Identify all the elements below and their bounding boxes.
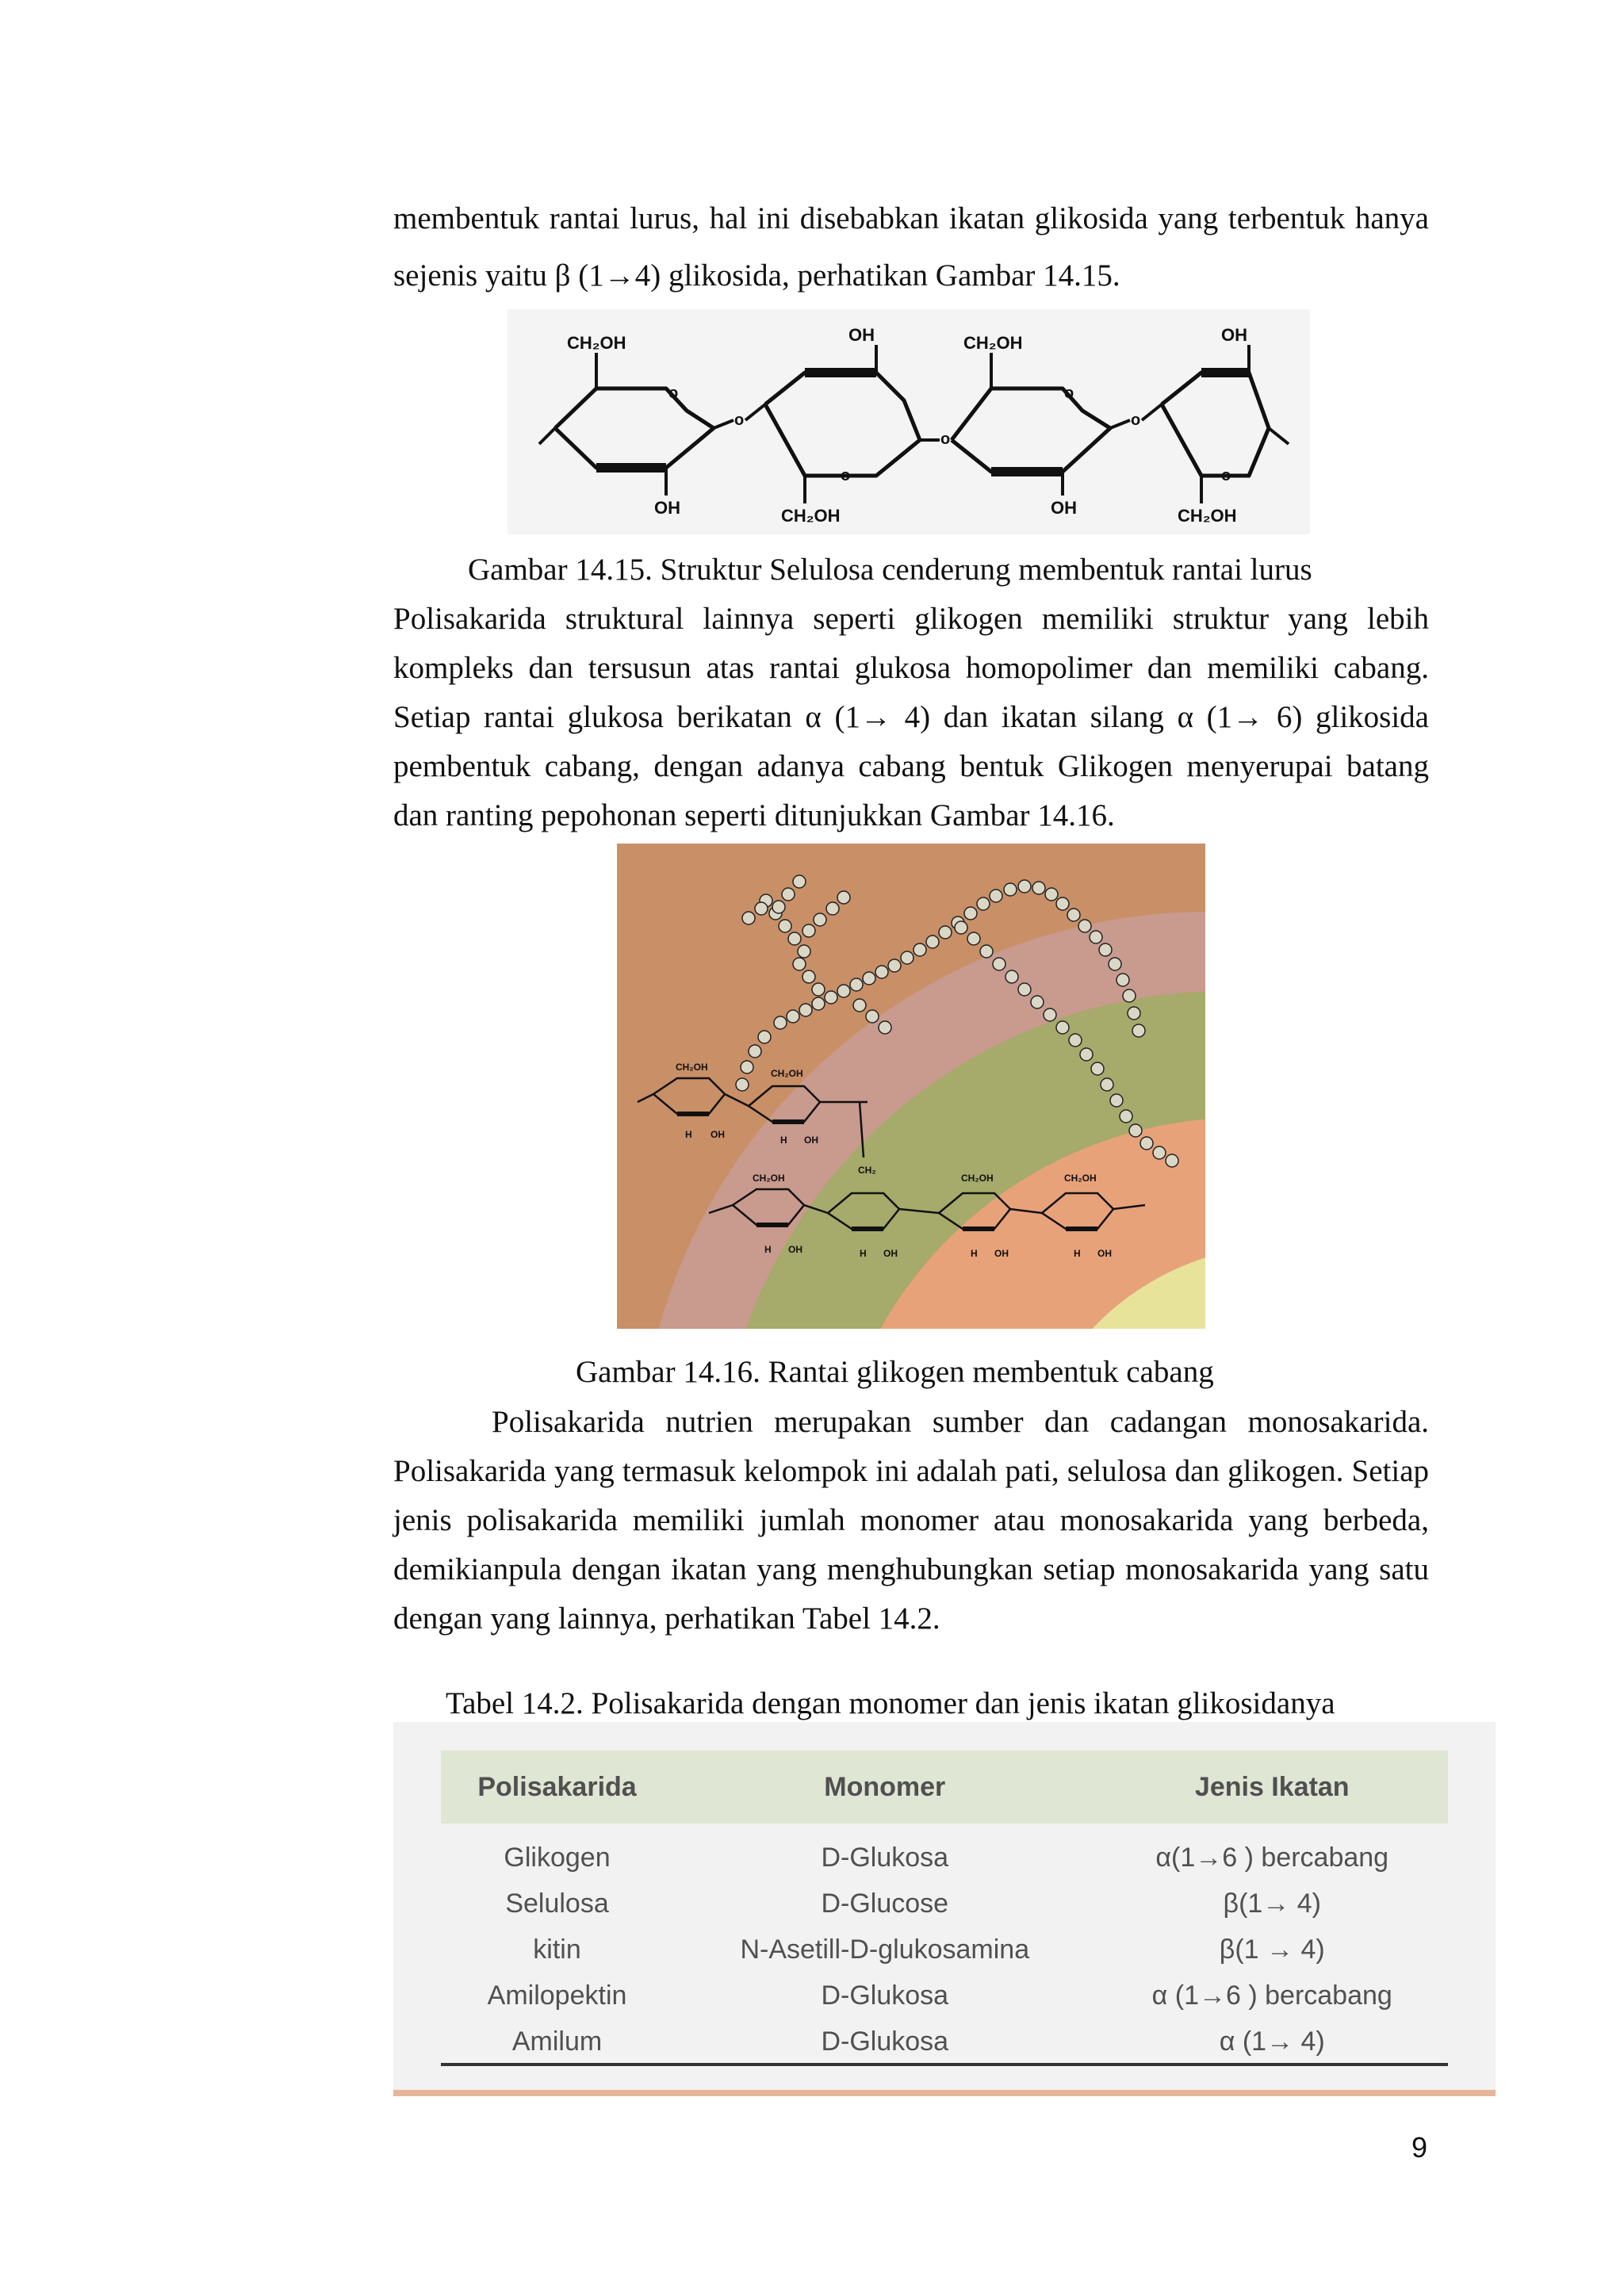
cellulose-label-bottom-1: OH [654,498,680,518]
table-cell: α (1→6 ) bercabang [1151,1980,1392,2011]
glycogen-label-lower-4: CH₂OH [1064,1173,1097,1184]
table-cell: Amilum [511,2026,603,2057]
table-cell: D-Glukosa [821,1980,949,2011]
glycogen-label-oh-5: OH [994,1248,1009,1259]
paragraph-1: membentuk rantai lurus, hal ini disebabkan ikatan glikosida yang terbentuk hanya sejenis yaitu β (1→4) glikosida, perhatikan Gambar 14.15. [393,201,1429,293]
cellulose-label-bottom-3: OH [1051,498,1077,518]
table-cell: D-Glucose [821,1888,949,1919]
cellulose-label-top-2: OH [848,325,875,345]
table-cell: N-Asetill-D-glukosamina [740,1934,1030,1965]
glycogen-label-h-1: H [685,1129,692,1140]
glycogen-label-lower-1: CH₂OH [753,1173,785,1184]
cellulose-ring-oxygen-1: o [668,385,679,402]
cellulose-bridge-oxygen-1: o [734,411,745,429]
table-header-cell: Polisakarida [477,1771,637,1802]
figure-14-15-caption: Gambar 14.15. Struktur Selulosa cenderung membentuk rantai lurus [468,553,1312,587]
table-row [441,1881,1448,1927]
table-image-edge [393,2090,1496,2096]
cellulose-ring-oxygen-4: o [1221,467,1231,484]
table-14-2-caption: Tabel 14.2. Polisakarida dengan monomer dan jenis ikatan glikosidanya [446,1686,1335,1720]
cellulose-label-bottom-4: CH₂OH [1178,506,1237,526]
polysaccharide-table [441,1751,1448,2064]
cellulose-ring-oxygen-2: o [841,467,851,484]
table-row [441,1823,1448,1881]
glycogen-label-h-4: H [860,1248,867,1259]
table-cell: D-Glukosa [821,1842,949,1873]
cellulose-label-top-3: CH₂OH [963,333,1023,353]
table-cell: β(1→ 4) [1223,1888,1321,1919]
page-number: 9 [1411,2131,1428,2164]
table-cell: β(1 → 4) [1219,1934,1325,1965]
cellulose-label-top-4: OH [1221,325,1247,345]
glycogen-label-h-3: H [764,1244,772,1255]
glycogen-branch-figure [606,832,1216,1340]
cellulose-bridge-oxygen-3: o [1131,411,1141,429]
cellulose-bridge-oxygen-2: o [940,430,951,448]
table-row [441,2019,1448,2064]
glycogen-label-h-2: H [780,1135,787,1146]
glycogen-label-h-6: H [1074,1248,1081,1259]
table-cell: kitin [533,1934,581,1965]
figure-14-16-caption: Gambar 14.16. Rantai glikogen membentuk cabang [576,1355,1214,1389]
table-cell: α (1→ 4) [1219,2026,1325,2057]
glycogen-label-oh-3: OH [788,1244,802,1255]
glycogen-label-oh-2: OH [804,1135,818,1146]
table-cell: α(1→6 ) bercabang [1155,1842,1389,1873]
paragraph-3: Polisakarida nutrien merupakan sumber dan cadangan monosakarida. Polisakarida yang termasuk kelompok ini adalah pati, selulosa dan glikogen. Setiap jenis polisakarida memiliki jumlah monomer atau monosakarida yang berbeda, demikianpula dengan ikatan yang menghubungkan setiap monosakarida yang satu dengan yang lainnya, perhatikan Tabel 14.2. [393,1405,1429,1636]
paragraph-2: Polisakarida struktural lainnya seperti glikogen memiliki struktur yang lebih kompleks dan tersusun atas rantai glukosa homopolimer dan memiliki cabang. Setiap rantai glukosa berikatan α (1→ 4) dan ikatan silang α (1→ 6) glikosida pembentuk cabang, dengan adanya cabang bentuk Glikogen menyerupai batang dan ranting pepohonan seperti ditunjukkan Gambar 14.16. [393,602,1429,832]
cellulose-structure-figure [508,309,1310,534]
glycogen-label-oh-4: OH [883,1248,898,1259]
table-cell: Selulosa [505,1888,609,1919]
table-header-cell: Monomer [824,1771,946,1802]
table-row [441,1927,1448,1973]
glycogen-label-oh-1: OH [710,1129,725,1140]
glycogen-label-oh-6: OH [1097,1248,1112,1259]
table-cell: D-Glukosa [821,2026,949,2057]
glycogen-label-h-5: H [971,1248,978,1259]
table-header-row [441,1751,1448,1823]
glycogen-label-upper-2: CH₂OH [771,1068,803,1079]
glycogen-label-lower-3: CH₂OH [961,1173,994,1184]
table-bottom-rule [441,2063,1448,2066]
polysaccharide-table-image [393,1722,1496,2096]
table-cell: Amilopektin [487,1980,627,2011]
glycogen-label-lower-2: CH₂ [858,1165,876,1176]
cellulose-label-top-1: CH₂OH [567,333,626,353]
cellulose-label-bottom-2: CH₂OH [781,506,841,526]
glycogen-label-upper-1: CH₂OH [676,1062,708,1073]
table-cell: Glikogen [504,1842,611,1873]
table-header-cell: Jenis Ikatan [1194,1771,1350,1802]
table-row [441,1973,1448,2019]
cellulose-ring-oxygen-3: o [1064,385,1074,402]
